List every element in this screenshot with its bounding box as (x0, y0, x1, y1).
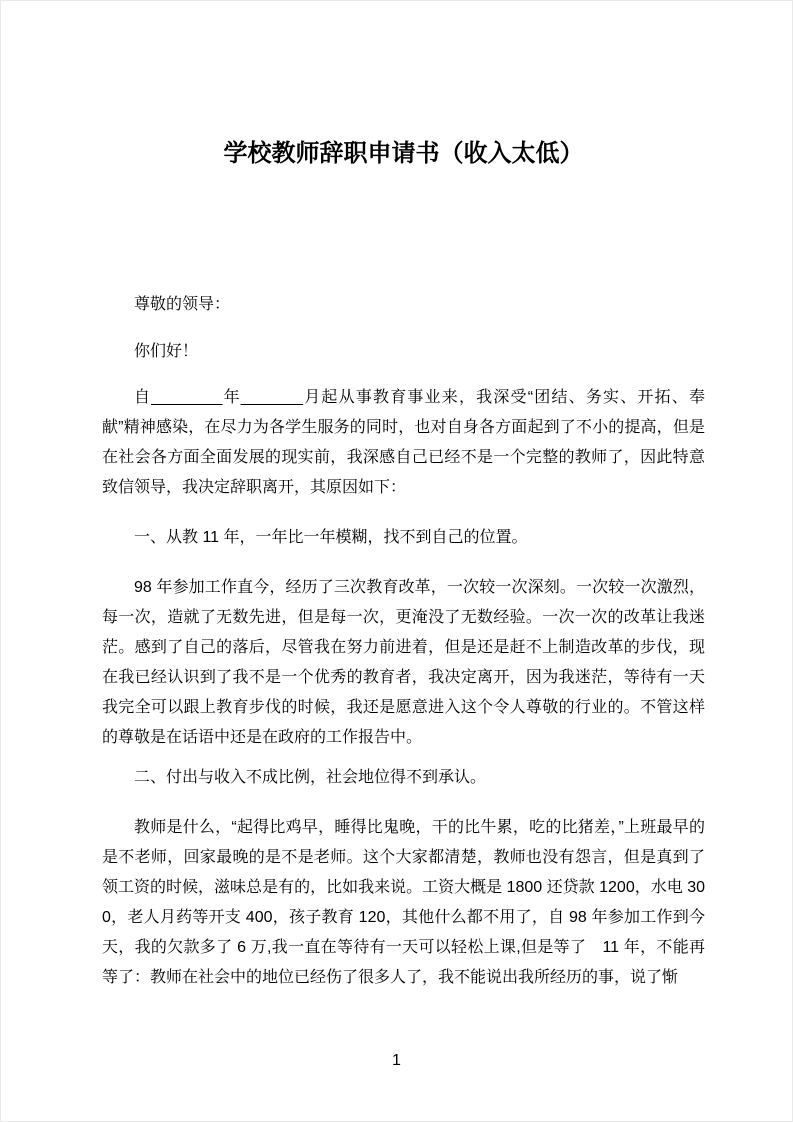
reason-paragraph-1: 98 年参加工作直今，经历了三次教育改革，一次较一次深刻。一次较一次激烈，每一次，造就了无数先进，但是每一次，更淹没了无数经验。一次一次的改革让我迷茫。感到了自己的落后，尽管我在努力前进着，但是还是赶不上制造改革的步伐，现在我已经认识到了我不是一个优秀的教育者，我决定离开，因为我迷茫，等待有一天我完全可以跟上教育步伐的时候，我还是愿意进入这个令人尊敬的行业的。不管这样的尊敬是在话语中还是在政府的工作报告中。 (102, 579, 705, 746)
document-title: 学校教师辞职申请书（收入太低） (223, 140, 584, 167)
section-heading-2: 二、付出与收入不成比例，社会地位得不到承认。 (134, 769, 487, 786)
opening-paragraph: 自________年_______月起从事教育事业来，我深受“团结、务实、开拓、奉献”精神感染，在尽力为各学生服务的同时，也对自身各方面起到了不小的提高，但是在社会各方面全面发展的现实前，我深感自己已经不是一个完整的教师了，因此特意致信领导，我决定辞职离开，其原因如下： (102, 389, 705, 496)
salutation: 尊敬的领导： (134, 296, 231, 313)
page-number: 1 (392, 1052, 401, 1069)
reason-paragraph-2: 教师是什么，“起得比鸡早，睡得比鬼晚，干的比牛累，吃的比猪差，”上班最早的是不老师，回家最晚的是不是老师。这个大家都清楚，教师也没有怨言，但是真到了领工资的时候，滋味总是有的，比如我来说。工资大概是 1800 还贷款 1200，水电 300，老人月药等开支 400，孩子教育 120，其他什么都不用了，自 98 年参加工作到今天，我的欠款多了 6 万,我一直在等待有一天可以轻松上课,但是等了 11 年，不能再等了：教师在社会中的地位已经伤了很多人了，我不能说出我所经历的事，说了惭 (102, 819, 705, 986)
greeting: 你们好！ (134, 343, 199, 360)
section-heading-1: 一、从教 11 年，一年比一年模糊，找不到自己的位置。 (134, 529, 528, 546)
